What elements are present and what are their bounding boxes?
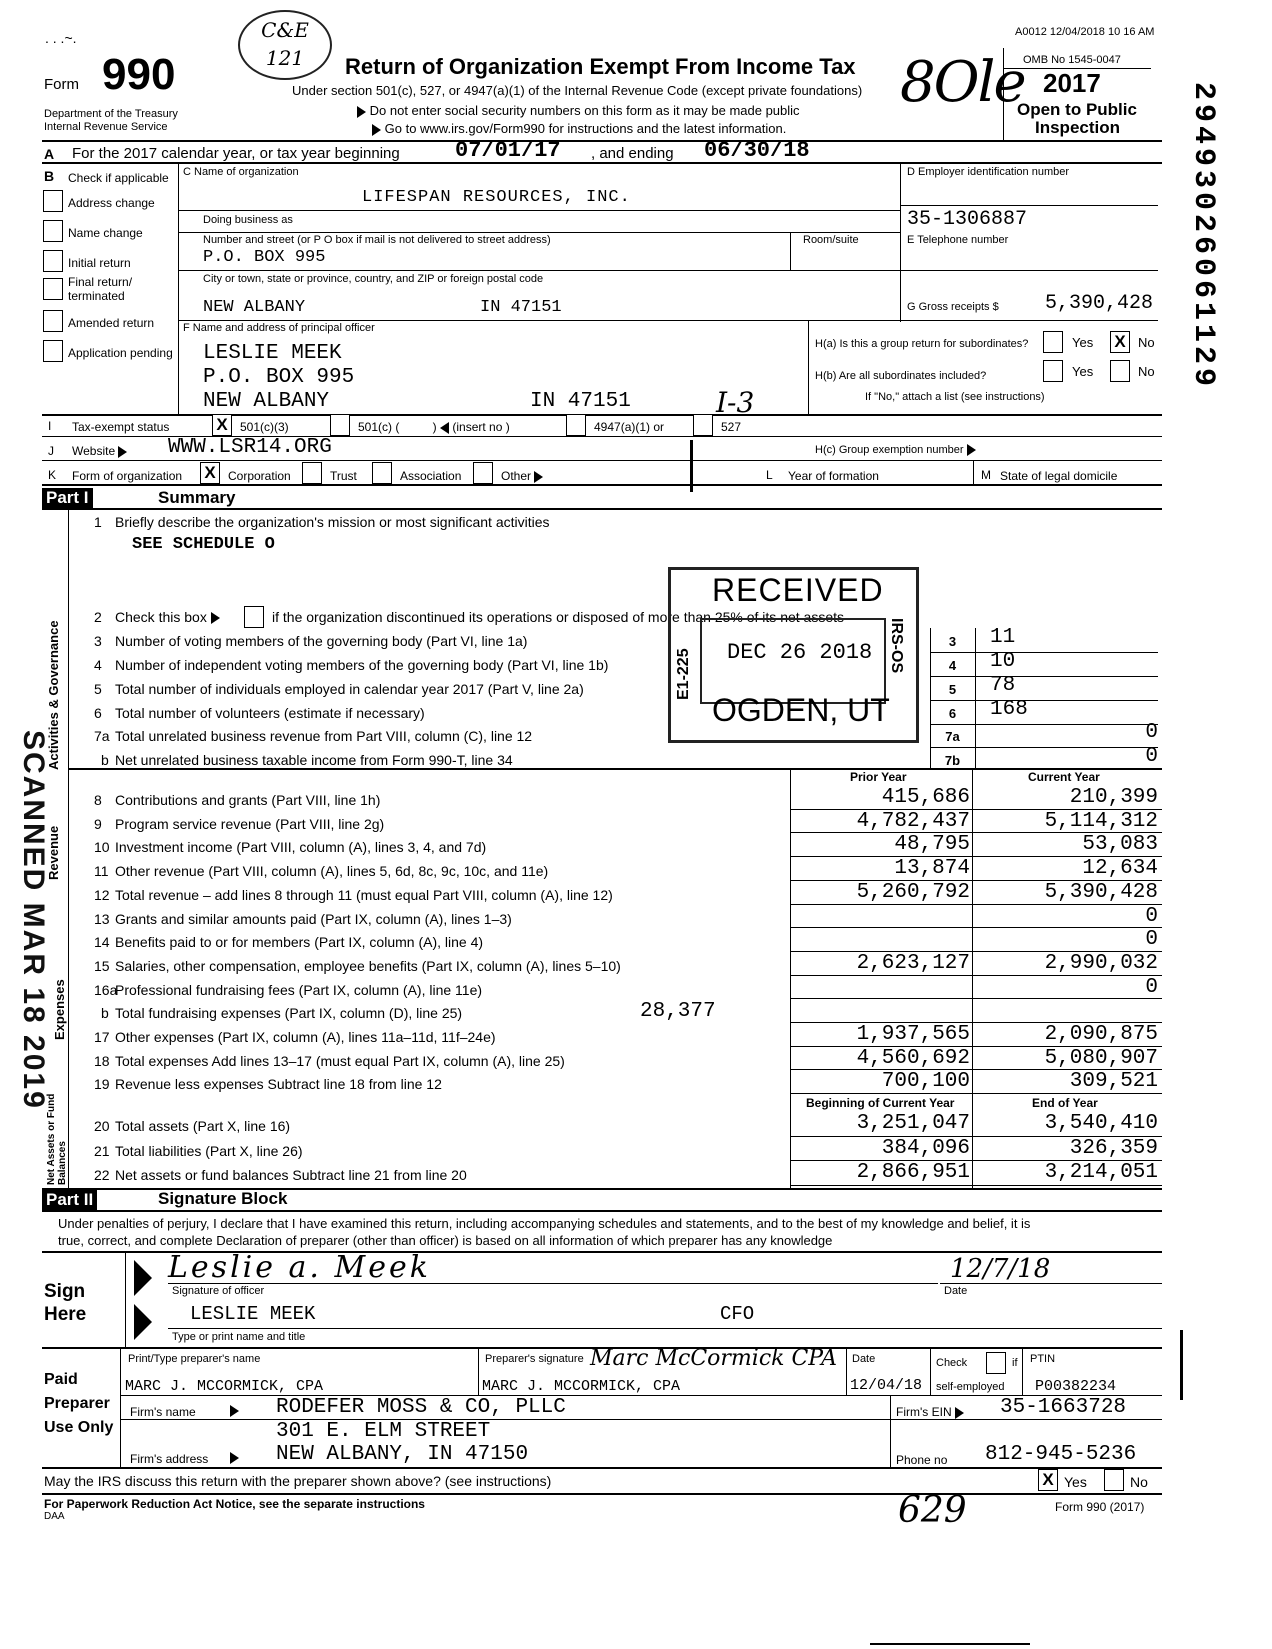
application-pending-label: Application pending (68, 346, 173, 360)
line-j-letter: J (48, 444, 54, 458)
final-return-label: Final return/ terminated (68, 275, 133, 303)
discuss-yes-checkbox[interactable]: X (1038, 1469, 1058, 1491)
tax-year-begin: 07/01/17 (455, 138, 561, 163)
fin-line-num: b (101, 1005, 109, 1022)
hb-label: H(b) Are all subordinates included? (815, 370, 987, 382)
line-a-mid: , and ending (591, 145, 674, 162)
gov-line-value: 78 (990, 674, 1016, 697)
website-value[interactable]: WWW.LSR14.ORG (168, 436, 332, 459)
fin-line-text: Salaries, other compensation, employee benefits (Part IX, column (A), lines 5–10) (115, 957, 621, 974)
boy-value: 3,251,047 (856, 1112, 970, 1135)
dln-vertical: 29493026061129 (1186, 82, 1220, 391)
current-year-value: 210,399 (1069, 786, 1158, 809)
website-label: Website (72, 444, 127, 458)
arrow-icon (211, 612, 220, 624)
part1-label: Part I (42, 488, 93, 508)
sign-arrow-icon (134, 1304, 152, 1340)
prior-year-value: 13,874 (894, 857, 970, 881)
prior-year-value: 5,260,792 (856, 880, 970, 904)
irs-link-note: Go to www.irs.gov/Form990 for instructions and the latest information. (372, 121, 786, 136)
hb-no-label: No (1138, 364, 1155, 379)
eoy-value: 326,359 (1069, 1136, 1158, 1160)
dept-line2: Internal Revenue Service (44, 121, 168, 133)
fin-line-num: 12 (94, 886, 110, 903)
part2-title: Signature Block (158, 1189, 288, 1208)
tax-year-end: 06/30/18 (704, 138, 810, 163)
line1-text: Briefly describe the organization's mission or most significant activities (115, 514, 550, 530)
side-label-expenses: Expenses (52, 979, 67, 1040)
name-change-checkbox[interactable] (43, 220, 63, 242)
form-ref-footer: Form 990 (2017) (1055, 1500, 1145, 1514)
fin-line-num: 16a (94, 981, 118, 998)
current-year-value: 0 (1145, 904, 1158, 928)
fin-line-text: Other revenue (Part VIII, column (A), lines 5, 6d, 8c, 9c, 10c, and 11e) (115, 863, 549, 880)
officer-signature: Leslie a. Meek (168, 1250, 431, 1285)
firm-name-label: Firm's name (130, 1405, 196, 1419)
amended-return-checkbox[interactable] (43, 310, 63, 332)
received-stamp-right: IRS-OS (888, 618, 905, 674)
current-year-value: 309,521 (1069, 1070, 1158, 1094)
eoy-header: End of Year (1032, 1096, 1098, 1110)
firm-addr-arrow-icon (230, 1449, 239, 1467)
arrow-icon (372, 124, 381, 136)
current-year-value: 53,083 (1082, 833, 1158, 857)
gov-line-box: 6 (948, 706, 957, 721)
handwritten-page-mark: 629 (898, 1490, 967, 1531)
prior-year-value: 1,937,565 (856, 1023, 970, 1046)
prior-year-value: 415,686 (881, 786, 970, 809)
gov-line-num: 4 (94, 657, 102, 673)
gov-line-text: Total unrelated business revenue from Part VIII, column (C), line 12 (115, 728, 533, 744)
current-year-value: 12,634 (1082, 857, 1158, 881)
net-line-num: 20 (94, 1118, 110, 1134)
firm-ein-label: Firm's EIN (896, 1405, 964, 1419)
check-label: Check (936, 1357, 968, 1369)
signature-date-label: Date (944, 1285, 968, 1297)
use-only-label: Use Only (44, 1419, 114, 1436)
address-change-label: Address change (68, 196, 155, 210)
gov-line-box: 3 (948, 634, 957, 649)
arrow-icon (955, 1407, 964, 1419)
boy-value: 384,096 (881, 1136, 970, 1160)
daa-label: DAA (44, 1511, 65, 1522)
final-return-checkbox[interactable] (43, 278, 63, 300)
hb-yes-checkbox[interactable] (1043, 360, 1063, 382)
527-checkbox[interactable] (693, 414, 713, 436)
boy-header: Beginning of Current Year (806, 1096, 955, 1110)
received-stamp-left: E1-225 (675, 648, 692, 700)
side-label-governance: Activities & Governance (46, 620, 61, 770)
sign-label-2: Here (44, 1304, 87, 1325)
gov-line-value: 10 (990, 650, 1016, 673)
signer-title: CFO (720, 1303, 755, 1325)
ha-no-checkbox[interactable]: X (1110, 331, 1130, 353)
org-name-label: C Name of organization (183, 166, 299, 178)
row-rule (790, 998, 1162, 999)
handwritten-circle-mark (238, 10, 332, 80)
paperwork-notice: For Paperwork Reduction Act Notice, see the separate instructions (44, 1497, 425, 1511)
fin-line-num: 13 (94, 910, 110, 927)
dba-label: Doing business as (203, 214, 293, 226)
fin-line-num: 17 (94, 1029, 110, 1045)
fundraising-16b-value: 28,377 (640, 1000, 716, 1023)
phone-label: E Telephone number (907, 234, 1009, 246)
preparer-signature: Marc McCormick CPA (590, 1346, 837, 1371)
association-checkbox[interactable] (372, 462, 392, 484)
side-label-net-assets: Net Assets or Fund Balances (46, 1093, 68, 1185)
form-of-org-label: Form of organization (72, 469, 183, 483)
gov-line-value: 168 (990, 698, 1028, 721)
fin-line-num: 8 (94, 792, 102, 808)
signature-date: 12/7/18 (950, 1254, 1051, 1284)
dept-line1: Department of the Treasury (44, 108, 178, 120)
net-line-num: 22 (94, 1167, 110, 1183)
preparer-label: Preparer (44, 1395, 110, 1412)
line-m-letter: M (981, 468, 991, 482)
received-stamp-date: DEC 26 2018 (727, 640, 873, 665)
gov-line-value: 0 (1145, 721, 1158, 744)
gov-line-text: Total number of individuals employed in calendar year 2017 (Part V, line 2a) (115, 681, 584, 697)
eoy-value: 3,540,410 (1044, 1112, 1158, 1135)
gross-receipts-value: 5,390,428 (1045, 292, 1154, 315)
line-k-letter: K (48, 468, 57, 482)
form-subtitle: Under section 501(c), 527, or 4947(a)(1) of the Internal Revenue Code (except private foundations) (292, 83, 863, 98)
line1-value: SEE SCHEDULE O (132, 535, 275, 554)
open-public-1: Open to Public (1017, 100, 1137, 119)
fin-line-text: Benefits paid to or for members (Part IX, column (A), line 4) (115, 934, 484, 951)
gov-line-text: Total number of volunteers (estimate if necessary) (115, 705, 425, 721)
officer-city: NEW ALBANY (203, 390, 330, 413)
501c3-checkbox[interactable]: X (212, 414, 232, 436)
part1-title: Summary (158, 488, 236, 507)
fin-line-text: Total revenue – add lines 8 through 11 (must equal Part VIII, column (A), line 12) (115, 886, 613, 903)
timestamp: A0012 12/04/2018 10 16 AM (1015, 26, 1155, 38)
penalty-text-1: Under penalties of perjury, I declare that I have examined this return, including accompanying schedules and statements, and to the best of my knowledge and belief, it is (58, 1216, 1031, 1231)
line2-text-b: if the organization discontinued its operations or disposed of more than 25% of its net assets (272, 609, 845, 625)
firm-phone: 812-945-5236 (985, 1443, 1137, 1466)
net-line-text: Total assets (Part X, line 16) (115, 1118, 291, 1134)
firm-address-label: Firm's address (130, 1452, 209, 1466)
firm-name: RODEFER MOSS & CO, PLLC (276, 1396, 566, 1419)
check-applicable-title: Check if applicable (68, 171, 169, 185)
sign-arrow-icon (134, 1260, 152, 1296)
association-label: Association (400, 469, 462, 483)
prior-year-value: 2,623,127 (856, 951, 970, 975)
amended-return-label: Amended return (68, 316, 155, 330)
ha-yes-label: Yes (1072, 335, 1094, 350)
prior-year-value: 48,795 (894, 833, 970, 857)
fin-line-num: 15 (94, 957, 110, 974)
other-checkbox[interactable] (473, 462, 493, 484)
preparer-name: MARC J. MCCORMICK, CPA (125, 1378, 324, 1395)
trust-label: Trust (330, 469, 357, 483)
arrow-icon (534, 471, 543, 483)
open-public-2: Inspection (1035, 118, 1121, 137)
tax-year: 2017 (1043, 68, 1101, 98)
discuss-no-checkbox[interactable] (1104, 1469, 1124, 1491)
current-year-header: Current Year (1028, 770, 1100, 784)
527-label: 527 (721, 420, 742, 434)
arrow-icon (357, 106, 366, 118)
gov-line-text: Net unrelated business taxable income from Form 990-T, line 34 (115, 752, 513, 768)
discuss-yes-label: Yes (1064, 1474, 1087, 1490)
city-label: City or town, state or province, country, and ZIP or foreign postal code (203, 273, 544, 285)
self-employed-label: self-employed (936, 1381, 1005, 1393)
prep-date-label: Date (852, 1353, 876, 1365)
ein-label: D Employer identification number (907, 166, 1070, 178)
ein-value: 35-1306887 (907, 208, 1028, 231)
fin-line-text: Revenue less expenses Subtract line 18 from line 12 (115, 1076, 442, 1093)
omb-number: OMB No 1545-0047 (1023, 54, 1121, 66)
phone-no-label: Phone no (896, 1453, 948, 1467)
fin-line-text: Total expenses Add lines 13–17 (must equal Part IX, column (A), line 25) (115, 1052, 565, 1069)
officer-street: P.O. BOX 995 (203, 366, 355, 389)
handwritten-code: 8Ole (900, 50, 1025, 115)
gov-line-text: Number of independent voting members of the governing body (Part VI, line 1b) (115, 657, 609, 673)
current-year-value: 5,080,907 (1044, 1046, 1158, 1070)
501c-checkbox[interactable] (330, 414, 350, 436)
top-marks: . . .~. (45, 30, 77, 46)
scanned-stamp: SCANNED MAR 18 2019 (17, 730, 50, 1110)
received-stamp-city: OGDEN, UT (712, 692, 890, 728)
fin-line-num: 11 (94, 863, 109, 880)
org-state-zip: IN 47151 (480, 298, 562, 317)
fin-line-text: Total fundraising expenses (Part IX, column (D), line 25) (115, 1005, 463, 1022)
fin-line-num: 14 (94, 934, 110, 951)
if-label: if (1012, 1357, 1018, 1369)
preparer-name-label: Print/Type preparer's name (128, 1353, 261, 1365)
current-year-value: 5,114,312 (1044, 809, 1158, 833)
hb-yes-label: Yes (1072, 364, 1094, 379)
room-suite-label: Room/suite (803, 234, 859, 246)
firm-arrow-icon (230, 1402, 239, 1420)
preparer-sig-label: Preparer's signature (485, 1353, 584, 1365)
org-name: LIFESPAN RESOURCES, INC. (362, 188, 631, 207)
gov-line-num: 5 (94, 681, 102, 697)
fin-line-text: Contributions and grants (Part VIII, line 1h) (115, 792, 381, 808)
net-line-num: 21 (94, 1142, 110, 1159)
discuss-no-label: No (1130, 1474, 1148, 1490)
signer-name: LESLIE MEEK (190, 1303, 316, 1325)
line2-text: Check this box (115, 609, 220, 625)
arrow-left-icon (440, 422, 449, 434)
penalty-text-2: true, correct, and complete Declaration of preparer (other than officer) is based on all information of which preparer has any knowledge (58, 1233, 833, 1248)
preparer-ptin: P00382234 (1035, 1378, 1117, 1395)
part2-label: Part II (42, 1190, 97, 1210)
officer-label: F Name and address of principal officer (183, 322, 375, 334)
type-name-label: Type or print name and title (172, 1331, 306, 1343)
line-a-letter: A (44, 146, 55, 162)
line2-num: 2 (94, 609, 102, 625)
gov-line-num: 7a (94, 728, 110, 744)
line-l-letter: L (766, 468, 773, 482)
4947-checkbox[interactable] (566, 414, 586, 436)
gov-line-text: Number of voting members of the governing body (Part VI, line 1a) (115, 633, 528, 649)
other-label: Other (501, 469, 543, 483)
current-year-value: 0 (1145, 975, 1158, 999)
arrow-icon (967, 444, 976, 456)
preparer-sig-name: MARC J. MCCORMICK, CPA (482, 1378, 681, 1395)
row-rule (790, 1185, 1162, 1186)
street-label: Number and street (or P O box if mail is not delivered to street address) (203, 234, 551, 246)
gov-line-num: 3 (94, 633, 102, 649)
form-number: 990 (102, 50, 176, 99)
fin-line-text: Investment income (Part VIII, column (A), lines 3, 4, and 7d) (115, 839, 487, 856)
hc-label: H(c) Group exemption number (815, 444, 976, 456)
firm-ein: 35-1663728 (1000, 1396, 1127, 1419)
ptin-label: PTIN (1030, 1353, 1056, 1365)
eoy-value: 3,214,051 (1044, 1161, 1158, 1184)
line-i-letter: I (48, 419, 52, 433)
ha-label: H(a) Is this a group return for subordinates? (815, 338, 1029, 350)
received-stamp-title: RECEIVED (712, 572, 884, 608)
prior-year-header: Prior Year (850, 770, 907, 784)
fin-line-text: Program service revenue (Part VIII, line 2g) (115, 815, 385, 832)
ha-yes-checkbox[interactable] (1043, 331, 1063, 353)
arrow-icon (118, 446, 127, 458)
preparer-date: 12/04/18 (850, 1377, 923, 1394)
corporation-checkbox[interactable]: X (200, 462, 220, 484)
ssn-note: Do not enter social security numbers on this form as it may be made public (357, 103, 800, 118)
paid-label: Paid (44, 1371, 78, 1388)
firm-address-1: 301 E. ELM STREET (276, 1420, 491, 1443)
501c3-label: 501(c)(3) (240, 420, 289, 434)
current-year-value: 5,390,428 (1044, 880, 1158, 904)
line1-num: 1 (94, 514, 102, 530)
4947-label: 4947(a)(1) or (594, 420, 665, 434)
ha-no-label: No (1138, 335, 1155, 350)
fin-line-num: 10 (94, 839, 110, 856)
handwritten-ce: C&E 121 (261, 18, 309, 70)
fin-line-text: Professional fundraising fees (Part IX, column (A), line 11e) (115, 981, 483, 998)
handwritten-1-3: I-3 (716, 386, 755, 419)
signature-officer-label: Signature of officer (172, 1285, 265, 1297)
form-word: Form (44, 76, 79, 93)
net-line-text: Net assets or fund balances Subtract line 21 from line 20 (115, 1167, 467, 1183)
gov-line-box: 4 (948, 658, 957, 673)
officer-state-zip: IN 47151 (530, 390, 631, 413)
current-year-value: 2,090,875 (1044, 1023, 1158, 1046)
fin-line-num: 19 (94, 1076, 110, 1093)
row-rule (790, 1093, 1162, 1094)
gov-line-box: 7a (945, 729, 960, 744)
gov-line-value: 0 (1145, 745, 1158, 768)
org-street: P.O. BOX 995 (203, 248, 326, 267)
prior-year-value: 4,560,692 (856, 1046, 970, 1070)
fin-line-text: Other expenses (Part IX, column (A), lines 11a–11d, 11f–24e) (115, 1029, 496, 1045)
tax-exempt-label: Tax-exempt status (72, 420, 170, 434)
name-change-label: Name change (68, 226, 143, 240)
side-label-revenue: Revenue (46, 825, 61, 880)
address-change-checkbox[interactable] (43, 190, 63, 212)
boy-value: 2,866,951 (856, 1161, 970, 1184)
fin-line-num: 9 (94, 815, 102, 832)
officer-name: LESLIE MEEK (203, 342, 342, 365)
hb-no-checkbox[interactable] (1110, 360, 1130, 382)
501c-label: 501(c) ( ) (insert no ) (358, 420, 510, 434)
initial-return-checkbox[interactable] (43, 250, 63, 272)
line2-checkbox[interactable] (244, 606, 264, 628)
gov-line-box: 5 (948, 682, 957, 697)
sign-label-1: Sign (44, 1281, 86, 1302)
hb-note: If "No," attach a list (see instructions) (865, 391, 1045, 403)
gov-line-num: b (101, 752, 109, 768)
fin-line-text: Grants and similar amounts paid (Part IX, column (A), lines 1–3) (115, 910, 512, 927)
initial-return-label: Initial return (68, 256, 131, 270)
corporation-label: Corporation (228, 469, 291, 483)
net-line-text: Total liabilities (Part X, line 26) (115, 1142, 303, 1159)
gov-line-value: 11 (990, 626, 1016, 649)
line-a-text: For the 2017 calendar year, or tax year beginning (72, 145, 400, 162)
domicile-label: State of legal domicile (1000, 469, 1118, 483)
gross-receipts-label: G Gross receipts $ (907, 301, 999, 313)
form-title: Return of Organization Exempt From Income Tax (345, 54, 856, 79)
year-formation-label: Year of formation (788, 469, 879, 483)
trust-checkbox[interactable] (302, 462, 322, 484)
firm-address-2: NEW ALBANY, IN 47150 (276, 1443, 529, 1466)
line-b-letter: B (44, 168, 55, 184)
self-employed-checkbox[interactable] (986, 1352, 1006, 1374)
prior-year-value: 700,100 (881, 1070, 970, 1094)
current-year-value: 2,990,032 (1044, 951, 1158, 975)
fin-line-num: 18 (94, 1052, 110, 1069)
gov-line-box: 7b (944, 753, 961, 768)
gov-line-num: 6 (94, 705, 102, 721)
prior-year-value: 4,782,437 (856, 809, 970, 833)
application-pending-checkbox[interactable] (43, 340, 63, 362)
current-year-value: 0 (1145, 928, 1158, 952)
discuss-question: May the IRS discuss this return with the preparer shown above? (see instructions) (44, 1473, 552, 1489)
org-city: NEW ALBANY (203, 298, 306, 317)
